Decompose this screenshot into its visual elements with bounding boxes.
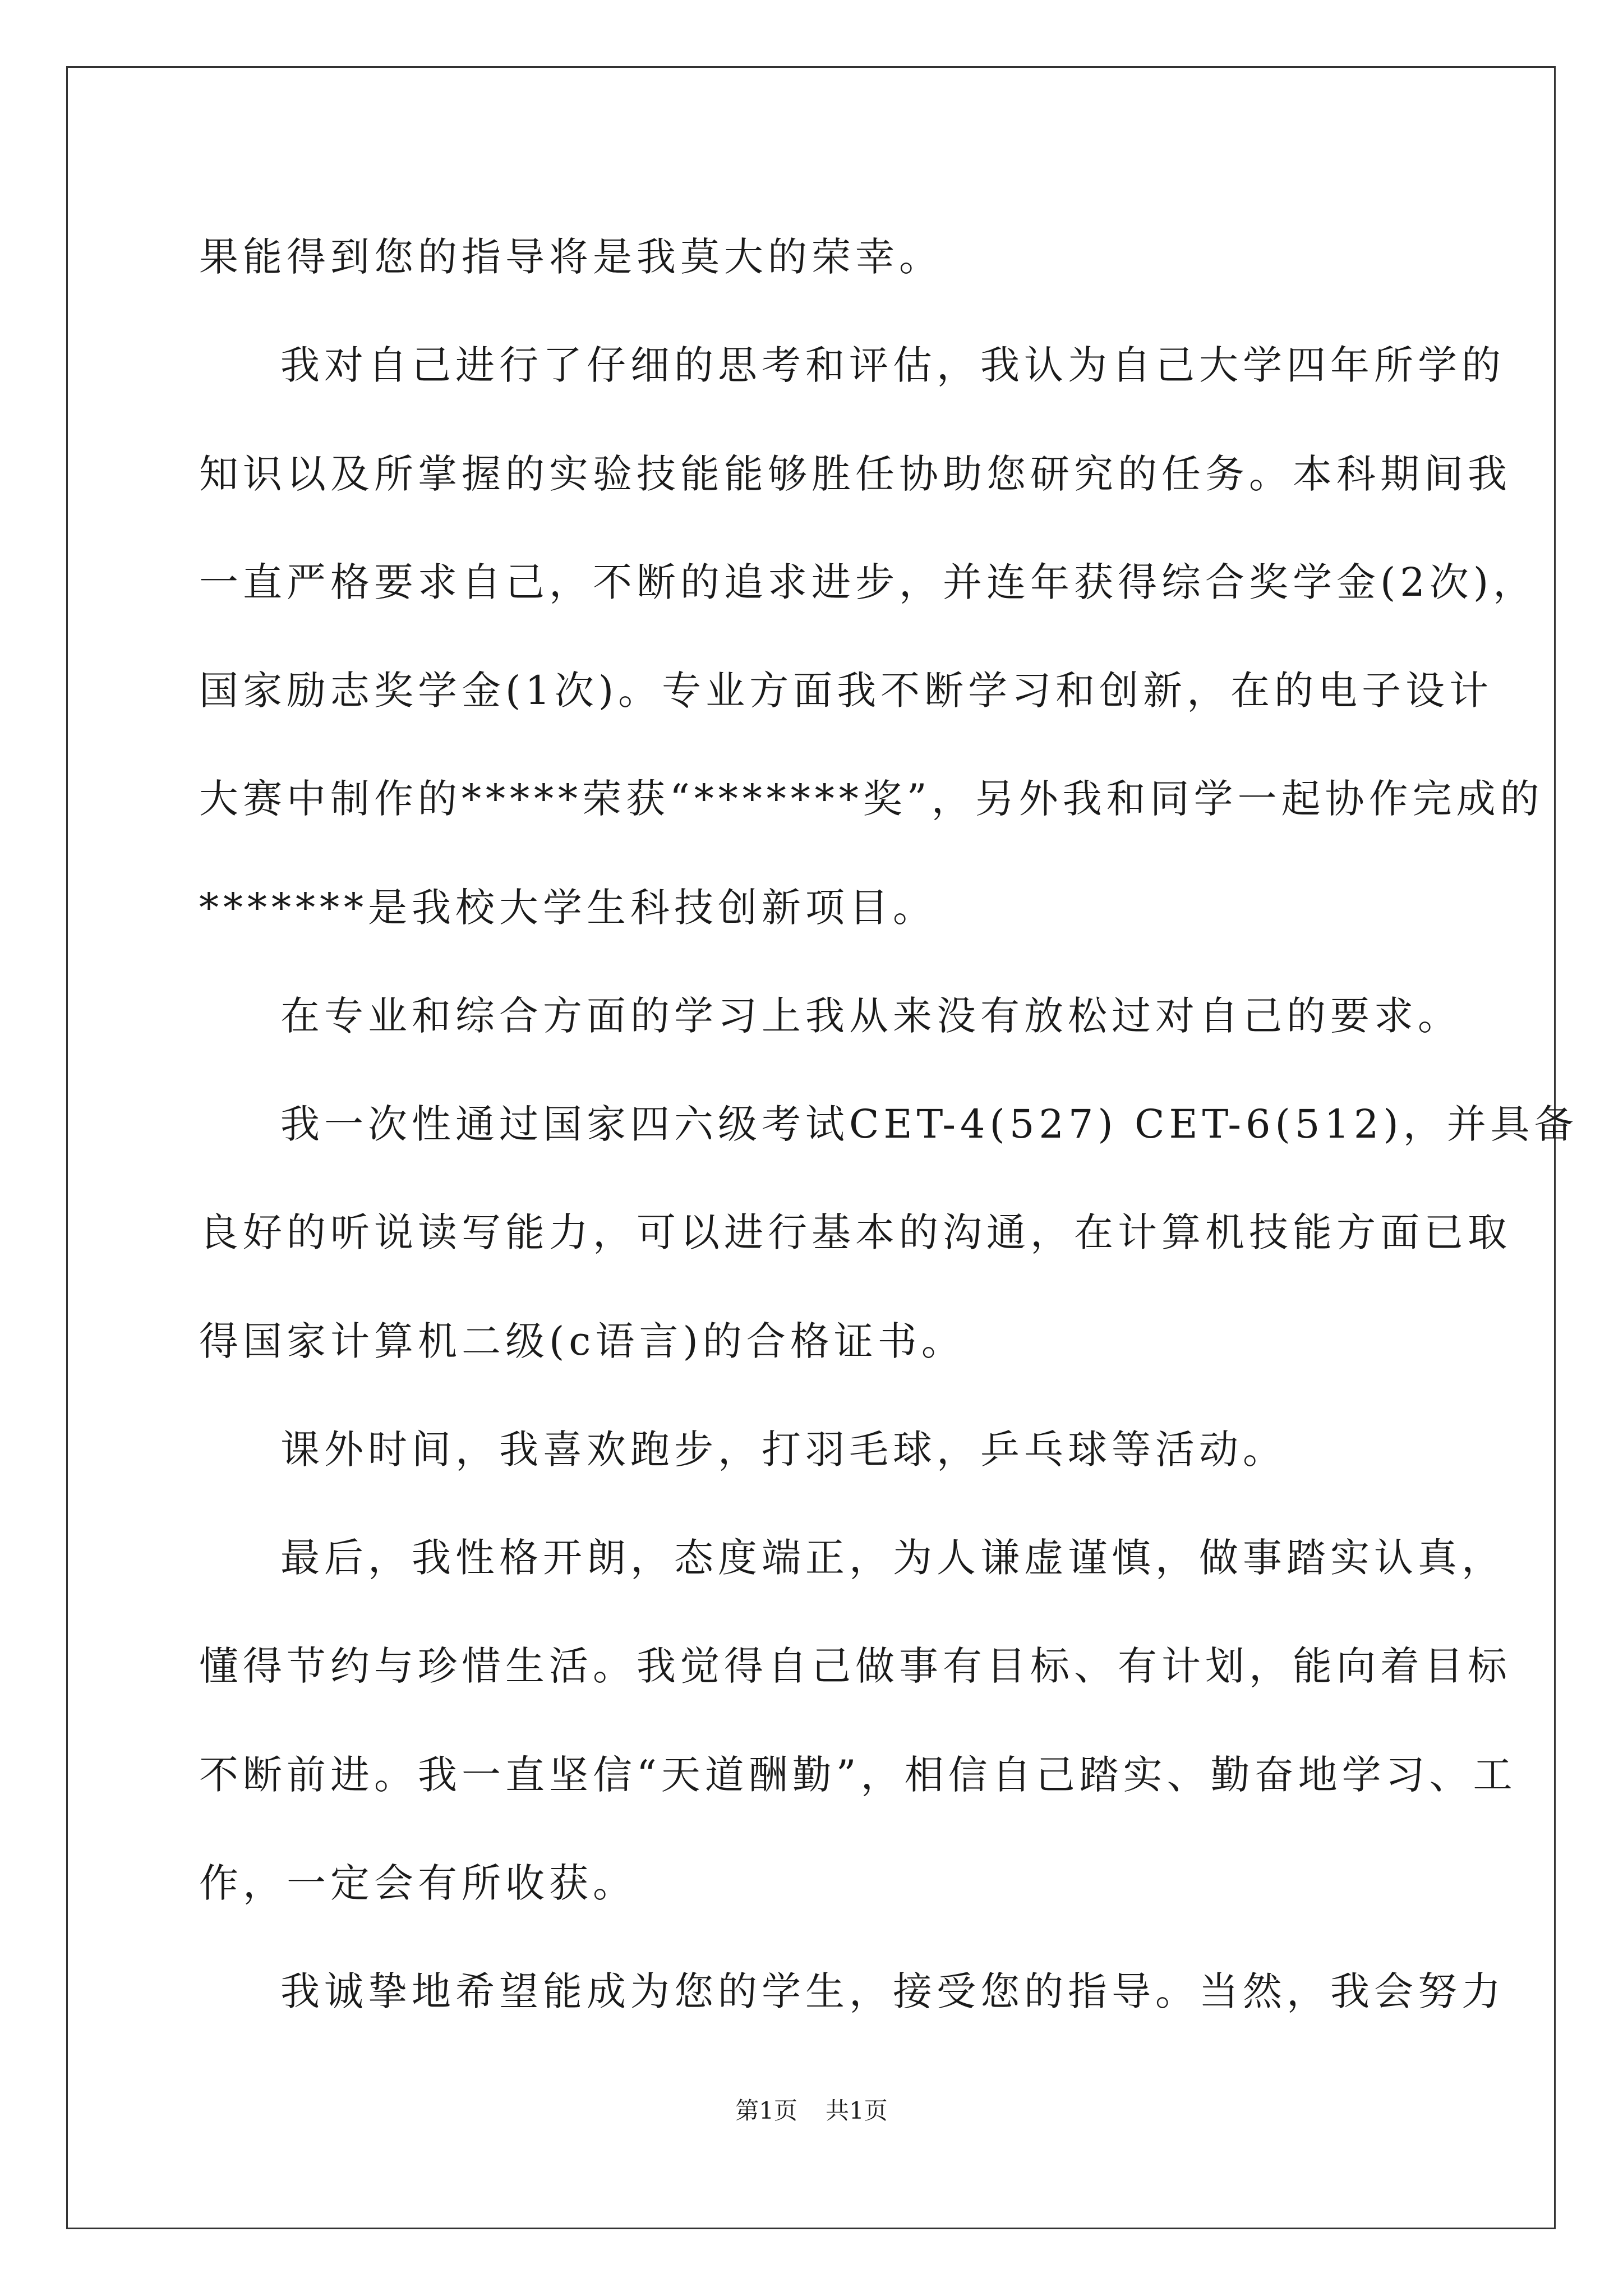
text-line: *******是我校大学生科技创新项目。 bbox=[199, 885, 937, 931]
text-line: 国家励志奖学金(1次)。专业方面我不断学习和创新，在的电子设计 bbox=[199, 668, 1493, 714]
text-line: 果能得到您的指导将是我莫大的荣幸。 bbox=[199, 234, 943, 280]
page-total: 共1页 bbox=[826, 2097, 888, 2124]
page-footer bbox=[0, 2092, 1623, 2126]
text-line: 得国家计算机二级(c语言)的合格证书。 bbox=[199, 1318, 965, 1364]
text-line: 懂得节约与珍惜生活。我觉得自己做事有目标、有计划，能向着目标 bbox=[199, 1643, 1511, 1689]
text-line: 知识以及所掌握的实验技能能够胜任协助您研究的任务。本科期间我 bbox=[199, 451, 1511, 497]
text-line: 课外时间，我喜欢跑步，打羽毛球，乒乓球等活动。 bbox=[280, 1427, 1287, 1473]
text-line: 不断前进。我一直坚信“天道酬勤”，相信自己踏实、勤奋地学习、工 bbox=[199, 1752, 1517, 1798]
text-line: 我诚挚地希望能成为您的学生，接受您的指导。当然，我会努力 bbox=[280, 1968, 1505, 2014]
page-number: 第1页 bbox=[735, 2097, 797, 2124]
text-line: 最后，我性格开朗，态度端正，为人谦虚谨慎，做事踏实认真， bbox=[280, 1535, 1505, 1581]
text-line: 作，一定会有所收获。 bbox=[199, 1860, 637, 1906]
text-line: 一直严格要求自己，不断的追求进步，并连年获得综合奖学金(2次)， bbox=[199, 559, 1537, 605]
text-line: 良好的听说读写能力，可以进行基本的沟通，在计算机技能方面已取 bbox=[199, 1209, 1511, 1255]
text-line: 我对自己进行了仔细的思考和评估，我认为自己大学四年所学的 bbox=[280, 342, 1505, 388]
text-line: 大赛中制作的*****荣获“*******奖”，另外我和同学一起协作完成的 bbox=[199, 776, 1544, 822]
text-line: 我一次性通过国家四六级考试CET-4(527) CET-6(512)，并具备 bbox=[280, 1101, 1578, 1147]
text-line: 在专业和综合方面的学习上我从来没有放松过对自己的要求。 bbox=[280, 993, 1461, 1039]
